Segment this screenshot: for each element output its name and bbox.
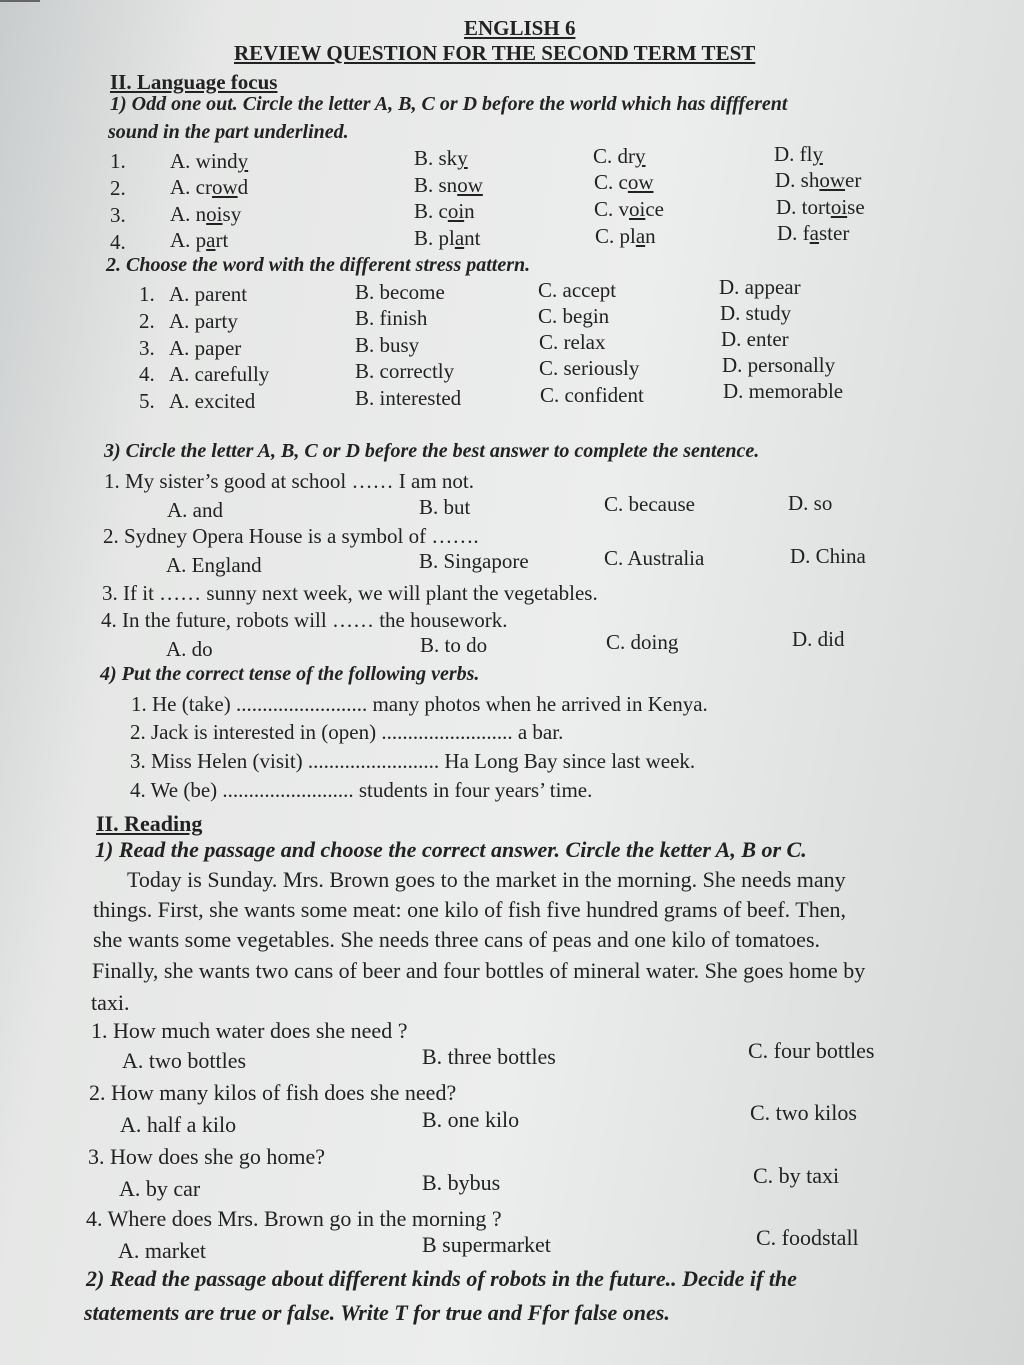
part3-q2-option-b: B. Singapore bbox=[419, 549, 529, 573]
part2-option-d: D. personally bbox=[722, 353, 836, 377]
page-title: REVIEW QUESTION FOR THE SECOND TERM TEST bbox=[234, 41, 756, 65]
reading-question: 1. How much water does she need ? bbox=[91, 1018, 408, 1043]
part1-item-number: 3. bbox=[110, 203, 126, 227]
part2-instruction: 2. Choose the word with the different stress pattern. bbox=[106, 254, 531, 276]
paper-edge-line bbox=[0, 0, 40, 2]
reading-option-c: C. two kilos bbox=[750, 1100, 857, 1125]
part3-q1-option-a: A. and bbox=[167, 498, 223, 522]
part2-option-d: D. study bbox=[720, 301, 792, 325]
part4-item: 3. Miss Helen (visit) ......................... Ha Long Bay since last week. bbox=[130, 749, 696, 773]
part2-option-b: B. correctly bbox=[355, 359, 455, 383]
part1-item-number: 2. bbox=[110, 176, 126, 200]
part2-option-a: A. excited bbox=[169, 389, 256, 413]
part3-q1-option-c: C. because bbox=[604, 492, 695, 516]
part3-q2-option-d: D. China bbox=[790, 544, 866, 568]
reading-part1-instruction: 1) Read the passage and choose the correct answer. Circle the ketter A, B or C. bbox=[95, 837, 807, 862]
language-focus-heading: II. Language focus bbox=[110, 70, 278, 94]
reading-option-b: B. bybus bbox=[422, 1170, 501, 1195]
part3-q1-option-b: B. but bbox=[419, 495, 471, 519]
part1-option-c: C. dry bbox=[593, 144, 646, 168]
reading-option-c: C. four bottles bbox=[748, 1038, 875, 1063]
part1-option-b: B. plant bbox=[414, 226, 481, 250]
reading-option-a: A. half a kilo bbox=[120, 1112, 237, 1137]
part1-item-number: 4. bbox=[110, 230, 126, 254]
part2-option-b: B. finish bbox=[355, 306, 428, 330]
reading-question: 2. How many kilos of fish does she need? bbox=[89, 1080, 457, 1105]
subject-title: ENGLISH 6 bbox=[464, 16, 576, 40]
part1-option-d: D. fly bbox=[774, 142, 823, 166]
reading-part2-instruction-line1: 2) Read the passage about different kinds of robots in the future.. Decide if the bbox=[86, 1266, 797, 1291]
reading-option-a: A. by car bbox=[119, 1176, 201, 1201]
part3-question-1: 1. My sister’s good at school …… I am not. bbox=[104, 469, 475, 493]
part1-option-b: B. sky bbox=[414, 146, 468, 170]
reading-question: 3. How does she go home? bbox=[88, 1144, 326, 1169]
part2-option-c: C. relax bbox=[539, 330, 606, 354]
part2-option-c: C. seriously bbox=[539, 356, 640, 380]
part1-option-d: D. shower bbox=[775, 168, 862, 192]
part2-item-number: 5. bbox=[139, 389, 155, 413]
part2-item-number: 2. bbox=[139, 309, 155, 333]
part1-option-a: A. noisy bbox=[170, 202, 242, 226]
reading-part2-instruction-line2: statements are true or false. Write T for true and Ffor false ones. bbox=[84, 1300, 670, 1325]
part3-instruction: 3) Circle the letter A, B, C or D before the best answer to complete the sentence. bbox=[104, 440, 760, 462]
part1-option-b: B. coin bbox=[414, 199, 475, 223]
part4-item: 2. Jack is interested in (open) ......................... a bar. bbox=[130, 720, 564, 744]
part2-option-c: C. begin bbox=[538, 304, 610, 328]
reading-heading: II. Reading bbox=[96, 811, 203, 836]
part1-option-d: D. faster bbox=[777, 221, 850, 245]
part4-instruction: 4) Put the correct tense of the following verbs. bbox=[100, 663, 480, 685]
part2-option-b: B. become bbox=[355, 280, 445, 304]
reading-option-a: A. market bbox=[118, 1238, 206, 1263]
part1-instruction-line1: 1) Odd one out. Circle the letter A, B, C or D before the world which has diffferent bbox=[110, 93, 788, 115]
part2-item-number: 4. bbox=[139, 362, 155, 386]
part2-option-b: B. interested bbox=[355, 386, 462, 410]
part2-option-a: A. paper bbox=[169, 336, 242, 360]
reading-option-c: C. by taxi bbox=[753, 1163, 840, 1188]
part1-option-c: C. voice bbox=[594, 197, 665, 221]
part3-q2-option-a: A. England bbox=[166, 553, 262, 577]
passage-line: Finally, she wants two cans of beer and four bottles of mineral water. She goes home by bbox=[92, 958, 866, 983]
part2-option-d: D. enter bbox=[721, 327, 789, 351]
part1-option-c: C. plan bbox=[595, 224, 656, 248]
part2-option-b: B. busy bbox=[355, 333, 420, 357]
part2-option-c: C. confident bbox=[540, 383, 644, 407]
part1-option-a: A. windy bbox=[170, 149, 249, 173]
part2-option-a: A. carefully bbox=[169, 362, 270, 386]
part1-instruction-line2: sound in the part underlined. bbox=[108, 121, 349, 143]
part3-question-4: 4. In the future, robots will …… the housework. bbox=[101, 608, 508, 632]
part1-option-d: D. tortoise bbox=[776, 195, 865, 219]
part2-option-a: A. party bbox=[169, 309, 238, 333]
part3-q4-option-a: A. do bbox=[166, 637, 213, 661]
reading-option-b: B. three bottles bbox=[422, 1044, 556, 1069]
part3-q4-option-b: B. to do bbox=[420, 633, 488, 657]
passage-line: she wants some vegetables. She needs three cans of peas and one kilo of tomatoes. bbox=[93, 927, 821, 952]
part4-item: 1. He (take) ......................... many photos when he arrived in Kenya. bbox=[131, 692, 708, 716]
passage-line: Today is Sunday. Mrs. Brown goes to the market in the morning. She needs many bbox=[127, 867, 846, 892]
part3-q4-option-c: C. doing bbox=[606, 630, 679, 654]
reading-option-a: A. two bottles bbox=[122, 1048, 247, 1073]
passage-line: things. First, she wants some meat: one kilo of fish five hundred grams of beef. Then, bbox=[93, 897, 846, 922]
part1-item-number: 1. bbox=[110, 149, 126, 173]
reading-option-c: C. foodstall bbox=[756, 1225, 859, 1250]
part3-q4-option-d: D. did bbox=[792, 627, 845, 651]
reading-option-b: B. one kilo bbox=[422, 1107, 520, 1132]
passage-line: taxi. bbox=[91, 990, 130, 1015]
part3-question-3: 3. If it …… sunny next week, we will plant the vegetables. bbox=[102, 581, 598, 605]
part1-option-b: B. snow bbox=[414, 173, 483, 197]
part1-option-a: A. part bbox=[170, 228, 229, 252]
part3-q2-option-c: C. Australia bbox=[604, 546, 705, 570]
reading-question: 4. Where does Mrs. Brown go in the morning ? bbox=[86, 1206, 502, 1231]
part2-option-a: A. parent bbox=[169, 282, 248, 306]
part4-item: 4. We (be) ......................... students in four years’ time. bbox=[130, 778, 593, 802]
part2-item-number: 1. bbox=[139, 282, 155, 306]
part1-option-c: C. cow bbox=[594, 170, 654, 194]
part1-option-a: A. crowd bbox=[170, 175, 249, 199]
part2-item-number: 3. bbox=[139, 336, 155, 360]
reading-option-b: B supermarket bbox=[422, 1232, 551, 1257]
part3-question-2: 2. Sydney Opera House is a symbol of ……. bbox=[103, 524, 479, 548]
part2-option-c: C. accept bbox=[538, 278, 617, 302]
part3-q1-option-d: D. so bbox=[788, 491, 833, 515]
part2-option-d: D. memorable bbox=[723, 379, 844, 403]
part2-option-d: D. appear bbox=[719, 275, 801, 299]
